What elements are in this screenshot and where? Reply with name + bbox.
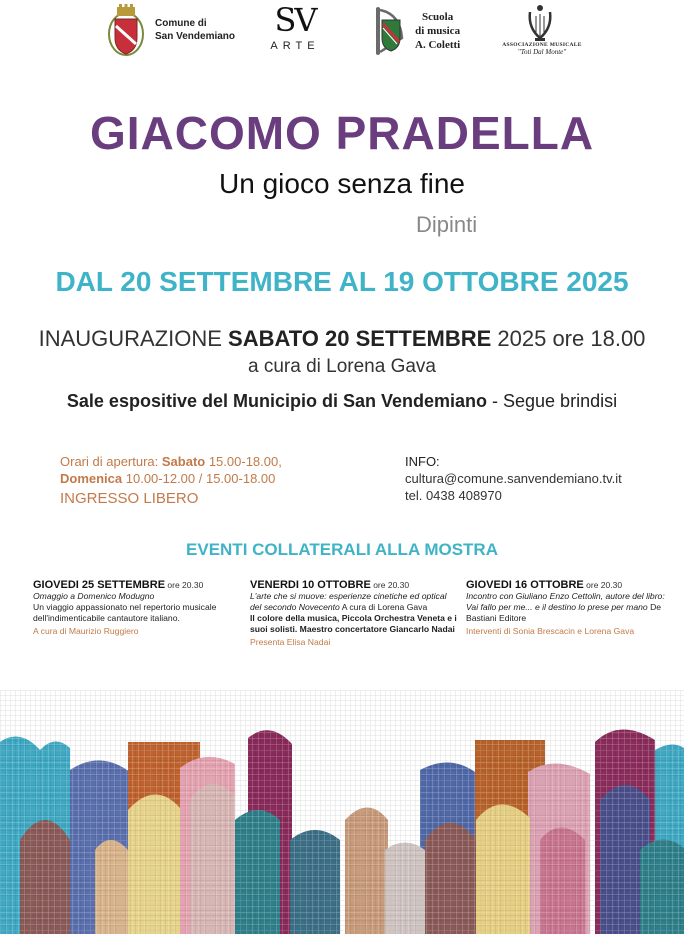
event-desc: A cura di Lorena Gava	[339, 602, 428, 612]
inaug-date: SABATO 20 SETTEMBRE	[228, 326, 492, 351]
sv-arte-logo	[262, 2, 328, 60]
opening-hours	[60, 453, 282, 507]
event-desc: Un viaggio appassionato nel repertorio musicale dell'indimenticabile cantautore italiano.	[33, 602, 217, 623]
assoc-line2: "Toti Dal Monte"	[517, 48, 567, 56]
artist-name: GIACOMO PRADELLA	[89, 107, 595, 159]
sv-mark: SV	[274, 1, 316, 39]
scuola-name	[415, 10, 460, 52]
hours-time1: 15.00-18.00,	[205, 454, 282, 469]
event-date: VENERDI 10 OTTOBRE	[250, 579, 371, 591]
scuola-line3: A. Coletti	[415, 39, 461, 51]
event-credit: Interventi di Sonia Brescacin e Lorena Gava	[466, 626, 635, 636]
scuola-line1: Scuola	[422, 11, 454, 23]
event-desc: De Bastiani Editore	[466, 602, 662, 623]
comune-crest-icon	[106, 4, 146, 60]
inaug-time: 2025 ore 18.00	[491, 326, 646, 351]
exhibition-subtitle: Un gioco senza fine	[219, 168, 465, 199]
event-title-2: Il colore della musica, Piccola Orchestra Veneta e i suoi solisti. Maestro concertatore Giancarlo Nadai	[250, 613, 457, 634]
inauguration-line	[0, 326, 684, 352]
artwork-illustration	[0, 690, 684, 934]
event-item	[33, 580, 243, 637]
event-date: GIOVEDI 16 OTTOBRE	[466, 579, 584, 591]
hours-day2: Domenica	[60, 471, 123, 486]
hours-label: Orari di apertura:	[60, 454, 162, 469]
hours-time2: 10.00-12.00 / 15.00-18.00	[122, 471, 276, 486]
event-title: Incontro con Giuliano Enzo Cettolin, autore del libro: Vai fallo per me... e il destino lo prese per mano	[466, 591, 665, 612]
event-time: ore 20.30	[165, 580, 204, 590]
info-heading: INFO:	[405, 454, 440, 469]
venue-note: - Segue brindisi	[487, 391, 618, 411]
sv-arte-text: ARTE	[270, 40, 320, 52]
exhibition-genre: Dipinti	[416, 212, 478, 237]
event-title: Omaggio a Domenico Modugno	[33, 591, 155, 601]
comune-line1: Comune di	[155, 18, 207, 29]
venue-name: Sale espositive del Municipio di San Vendemiano	[66, 391, 488, 411]
event-item	[250, 580, 460, 648]
comune-name	[155, 17, 235, 43]
inaug-pre: INAUGURAZIONE	[38, 326, 229, 351]
venue-line	[0, 391, 684, 412]
info-block	[405, 453, 622, 504]
exhibition-dates: DAL 20 SETTEMBRE AL 19 OTTOBRE 2025	[55, 266, 629, 297]
comune-line2: San Vendemiano	[155, 31, 236, 42]
harp-crest-icon	[370, 4, 408, 58]
event-time: ore 20.30	[583, 580, 623, 590]
event-time: ore 20.30	[370, 580, 410, 590]
associazione-name	[500, 42, 584, 56]
events-heading: EVENTI COLLATERALI ALLA MOSTRA	[186, 540, 498, 559]
event-date: GIOVEDI 25 SETTEMBRE	[33, 579, 166, 591]
event-item	[466, 580, 676, 637]
assoc-line1: ASSOCIAZIONE MUSICALE	[502, 42, 582, 48]
event-credit: Presenta Elisa Nadai	[250, 637, 331, 647]
hours-day1: Sabato	[161, 454, 206, 469]
curator-line: a cura di Lorena Gava	[247, 356, 436, 377]
free-entry: INGRESSO LIBERO	[60, 490, 199, 507]
lyre-icon	[526, 4, 554, 42]
event-title: L'arte che si muove: esperienze cinetiche ed optical del secondo Novecento	[250, 591, 447, 612]
event-credit: A cura di Maurizio Ruggiero	[33, 626, 139, 636]
info-email[interactable]: cultura@comune.sanvendemiano.tv.it	[405, 471, 622, 486]
info-phone[interactable]: tel. 0438 408970	[405, 488, 502, 503]
scuola-line2: di musica	[415, 25, 461, 37]
